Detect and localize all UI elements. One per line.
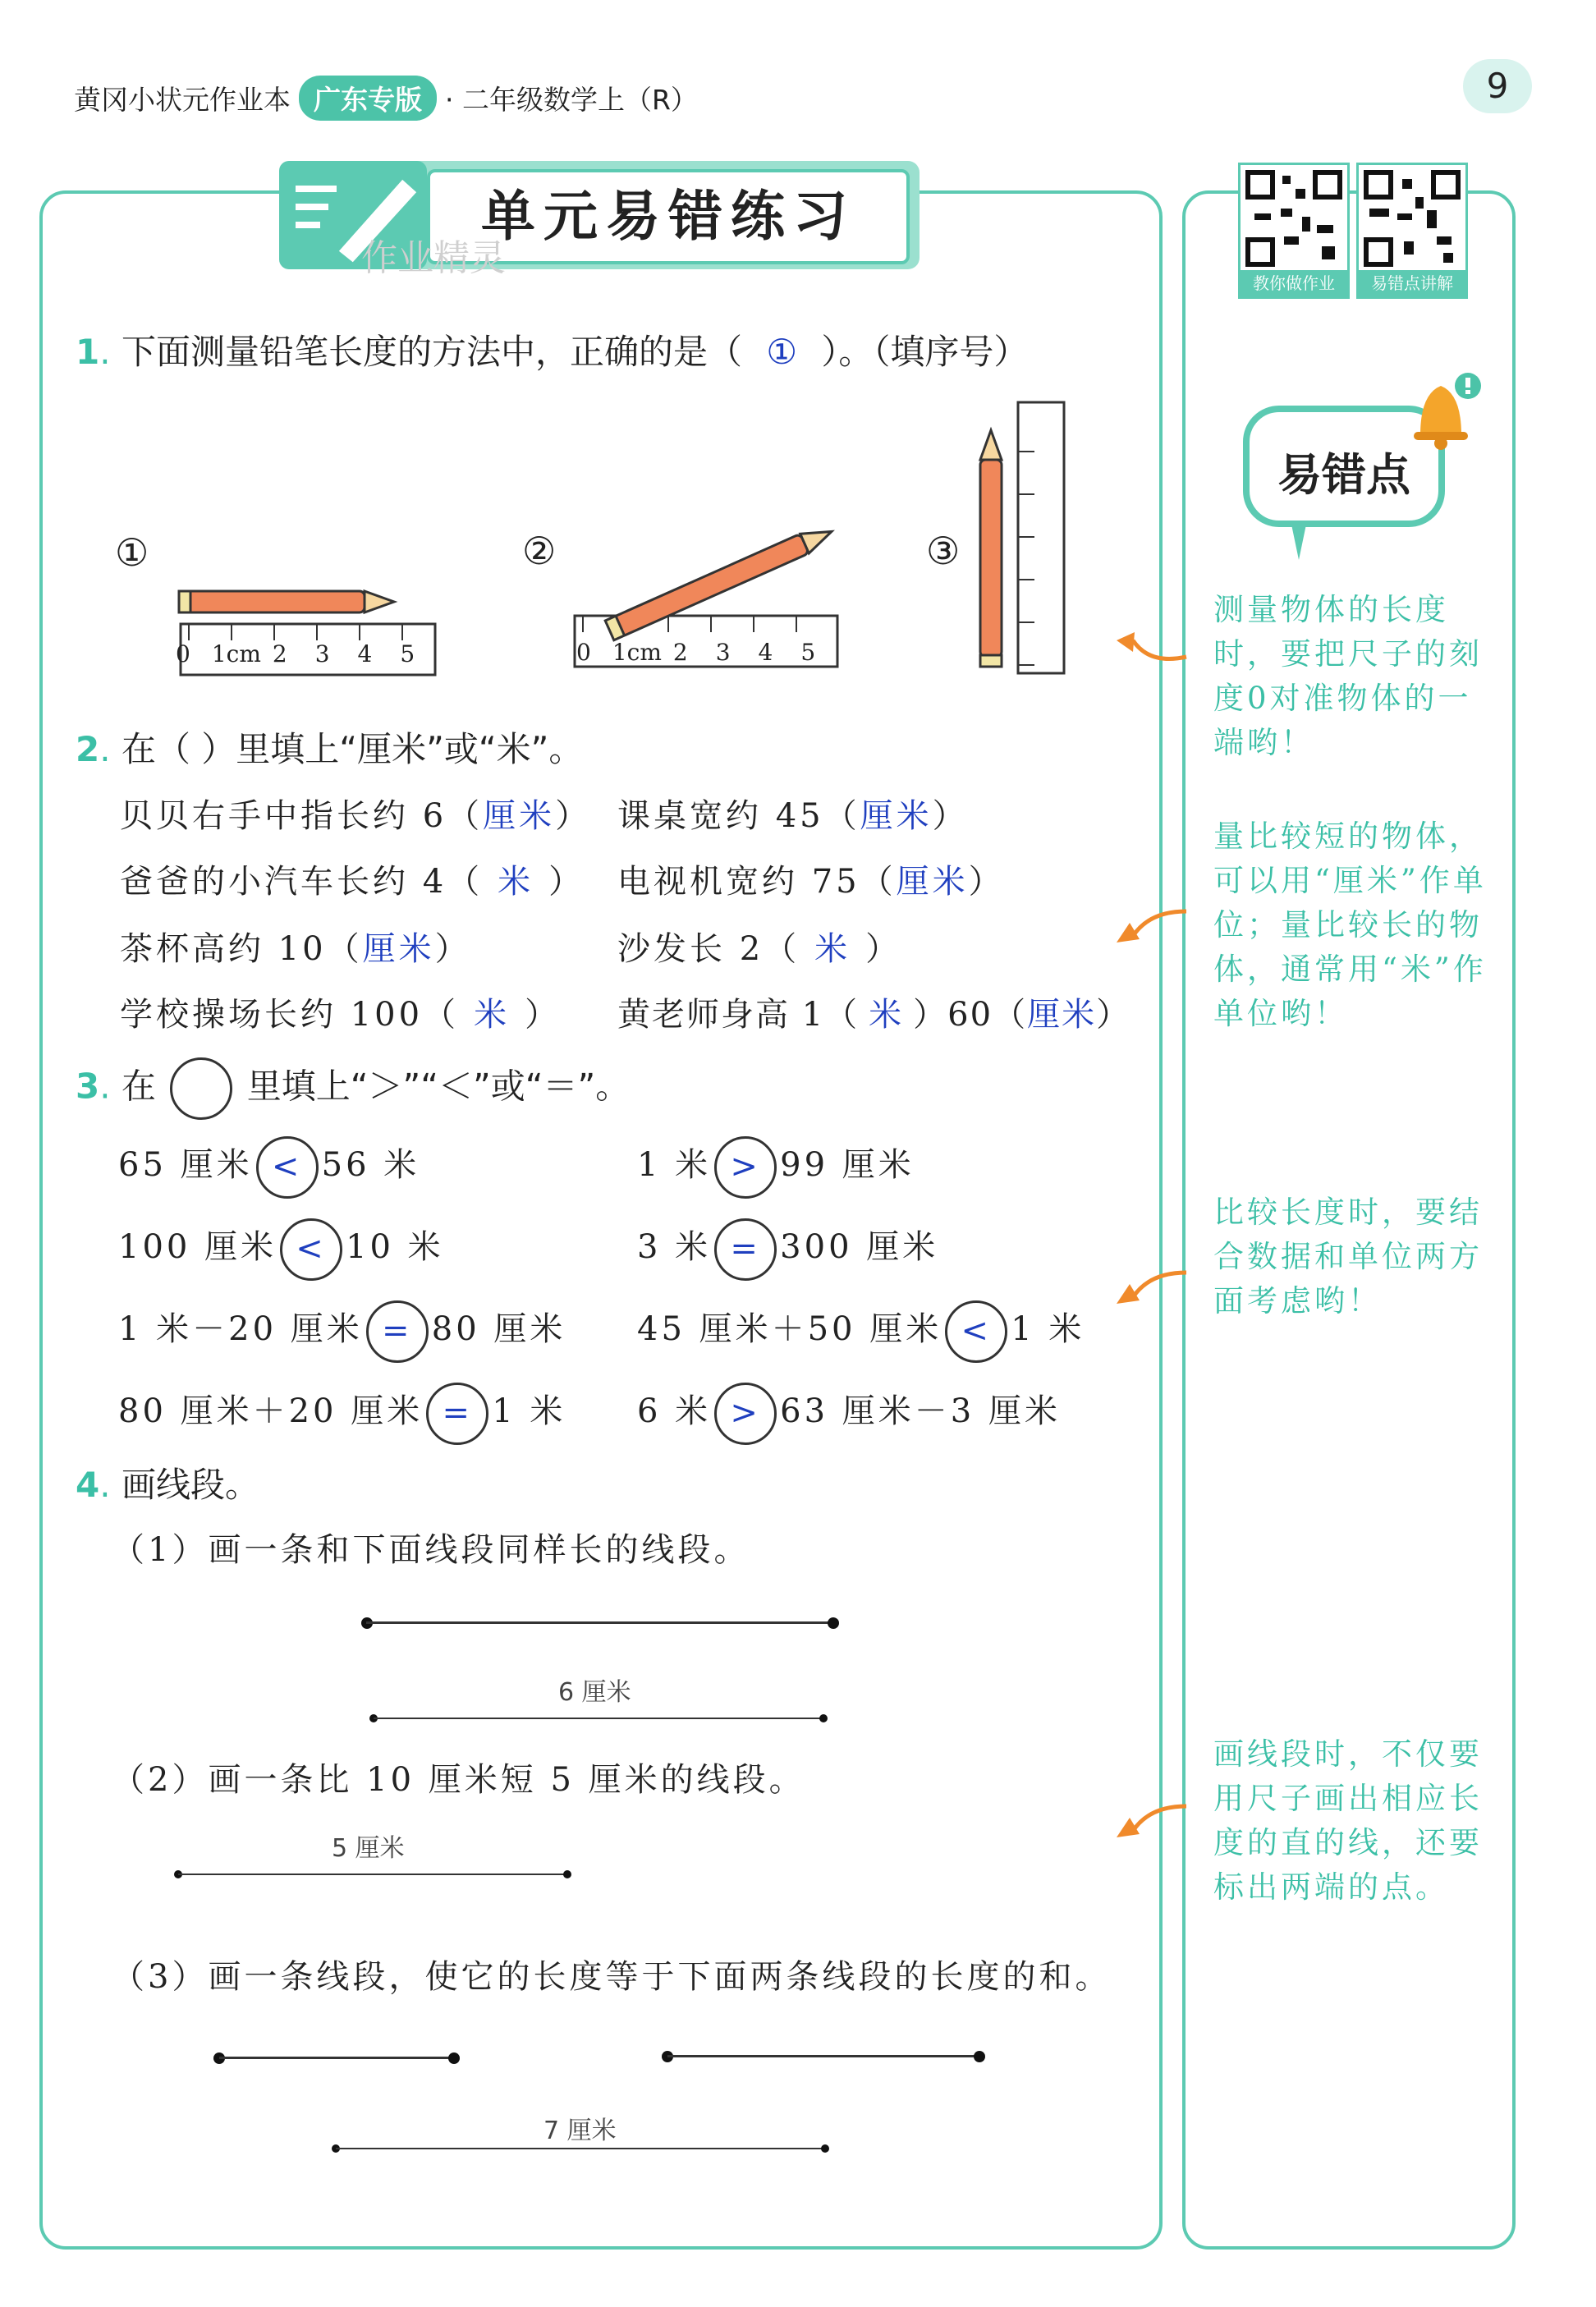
q1-text-after: ）。（填序号） xyxy=(821,332,1029,372)
question-number: 4 xyxy=(76,1465,100,1505)
segment-endpoint xyxy=(563,1870,571,1878)
answer-length-label: 5 厘米 xyxy=(332,1834,405,1863)
segment-endpoint xyxy=(821,2144,829,2153)
arrow-icon xyxy=(1108,624,1190,677)
q1-answer: ① xyxy=(766,332,797,372)
option-label-2: ② xyxy=(522,529,557,573)
tip-units: 量比较短的物体，可以用“厘米”作单位；量比较长的物体，通常用“米”作单位哟！ xyxy=(1213,819,1487,1031)
q3-item: 100 厘米 < 10 米 xyxy=(118,1218,444,1281)
ruler-tick-3: 3 xyxy=(314,640,330,667)
segment-endpoint xyxy=(828,1617,839,1629)
q2-answer: 米 xyxy=(474,996,511,1034)
q2-instruction: 在（ ）里填上“厘米”或“米”。 xyxy=(121,729,584,769)
ruler-labels-1 xyxy=(176,640,415,667)
ruler-tick-2: 2 xyxy=(672,639,688,666)
q2-item: 茶杯高约 10（厘米） xyxy=(120,930,471,968)
edition-badge: 广东专版 xyxy=(299,76,437,121)
q3-instruction-post: 里填上“＞”“＜”或“＝”。 xyxy=(246,1066,631,1107)
q4-part-3: （3）画一条线段，使它的长度等于下面两条线段的长度的和。 xyxy=(112,1958,1112,1996)
tip-draw: 画线段时，不仅要用尺子画出相应长度的直的线，还要标出两端的点。 xyxy=(1213,1736,1483,1905)
arrow-icon xyxy=(1108,1798,1190,1851)
q3-item: 65 厘米 < 56 米 xyxy=(118,1136,420,1199)
ruler-tick-5: 5 xyxy=(800,639,816,666)
ruler-tick-3: 3 xyxy=(715,639,731,666)
bell-icon xyxy=(1396,361,1486,452)
q1-text-before: 下面测量铅笔长度的方法中，正确的是（ xyxy=(121,332,742,372)
answer-segment xyxy=(336,2148,825,2149)
q2-item: 贝贝右手中指长约 6（厘米） xyxy=(120,797,592,835)
q2-answer: 米 xyxy=(814,930,851,968)
qr-label-errors: 易错点讲解 xyxy=(1359,270,1465,296)
ruler-labels-2 xyxy=(576,639,815,666)
compare-sign: > xyxy=(714,1383,777,1445)
answer-length-label: 6 厘米 xyxy=(558,1678,631,1707)
segment-endpoint xyxy=(974,2051,985,2062)
question-1: 1. 下面测量铅笔长度的方法中，正确的是（ ① ）。（填序号） xyxy=(76,332,1029,372)
ruler-tick-2: 2 xyxy=(272,640,287,667)
q2-item: 黄老师身高 1（ 米 ）60（厘米） xyxy=(617,996,1131,1034)
given-segment xyxy=(366,1621,834,1624)
option-label-3: ③ xyxy=(926,529,961,573)
q2-item: 沙发长 2（ 米 ） xyxy=(617,930,902,968)
compare-sign: < xyxy=(256,1136,319,1199)
question-3: 3. 在 里填上“＞”“＜”或“＝”。 xyxy=(76,1057,630,1120)
qr-code-icon xyxy=(1361,167,1463,269)
q3-item: 1 米－20 厘米 = 80 厘米 xyxy=(118,1300,566,1363)
ruler-tick-4: 4 xyxy=(357,640,373,667)
arrow-icon xyxy=(1108,1264,1190,1317)
ruler-tick-5: 5 xyxy=(400,640,415,667)
q4-part-2: （2）画一条比 10 厘米短 5 厘米的线段。 xyxy=(112,1761,805,1799)
compare-sign: < xyxy=(945,1300,1007,1363)
qr-code-homework[interactable] xyxy=(1238,163,1350,299)
watermark: 作业精灵 xyxy=(361,237,506,279)
q3-instruction-pre: 在 xyxy=(121,1066,156,1107)
segment-endpoint xyxy=(819,1714,828,1722)
ruler-tick-0: 0 xyxy=(576,639,591,666)
question-4: 4. 画线段。 xyxy=(76,1465,259,1505)
compare-sign: = xyxy=(714,1218,777,1281)
q2-answer: 米 xyxy=(869,996,904,1034)
ruler-figure-3 xyxy=(969,394,1084,681)
q2-answer: 米 xyxy=(498,863,534,901)
ruler-tick-1: 1cm xyxy=(211,640,261,667)
ruler-tick-0: 0 xyxy=(176,640,190,667)
option-label-1: ① xyxy=(115,530,149,575)
q2-answer: 厘米 xyxy=(483,797,556,835)
q4-title: 画线段。 xyxy=(121,1465,259,1505)
question-2: 2. 在（ ）里填上“厘米”或“米”。 xyxy=(76,729,584,769)
q3-item: 1 米 > 99 厘米 xyxy=(637,1136,915,1199)
q2-item: 电视机宽约 75（厘米） xyxy=(617,863,1005,901)
question-number: 2 xyxy=(76,729,100,769)
q3-item: 80 厘米＋20 厘米 = 1 米 xyxy=(118,1383,566,1445)
answer-segment xyxy=(374,1718,823,1719)
header-bar xyxy=(74,76,698,121)
ruler-tick-1: 1cm xyxy=(612,639,662,666)
qr-code-errors[interactable] xyxy=(1356,163,1468,299)
segment-endpoint xyxy=(448,2052,460,2064)
qr-code-icon xyxy=(1243,167,1345,269)
q2-answer: 厘米 xyxy=(362,930,435,968)
page-number: 9 xyxy=(1463,59,1532,113)
q2-answer: 厘米 xyxy=(896,863,969,901)
q3-item: 45 厘米＋50 厘米 < 1 米 xyxy=(637,1300,1085,1363)
section-title: 单元易错练习 xyxy=(427,169,910,264)
q2-item: 学校操场长约 100（ 米 ） xyxy=(120,996,562,1034)
compare-sign: < xyxy=(280,1218,342,1281)
tip-compare: 比较长度时，要结合数据和单位两方面考虑哟！ xyxy=(1213,1195,1483,1319)
given-segment xyxy=(219,2057,454,2059)
sidebar-heading: 易错点 xyxy=(1277,449,1410,501)
q2-answer: 厘米 xyxy=(860,797,933,835)
given-segment xyxy=(667,2055,979,2057)
arrow-icon xyxy=(1108,903,1190,956)
answer-length-label: 7 厘米 xyxy=(543,2117,617,2145)
tip-measure: 测量物体的长度时，要把尺子的刻度0对准物体的一端哟！ xyxy=(1213,592,1483,760)
q4-part-1: （1）画一条和下面线段同样长的线段。 xyxy=(112,1531,750,1569)
compare-sign: = xyxy=(366,1300,429,1363)
question-number: 3 xyxy=(76,1066,100,1107)
compare-sign: = xyxy=(426,1383,488,1445)
answer-segment xyxy=(178,1874,567,1875)
q3-item: 6 米 > 63 厘米－3 厘米 xyxy=(637,1383,1061,1445)
compare-sign: > xyxy=(714,1136,777,1199)
ruler-tick-4: 4 xyxy=(758,639,773,666)
qr-label-homework: 教你做作业 xyxy=(1241,270,1347,296)
question-number: 1 xyxy=(76,332,100,372)
grade-label: · 二年级数学上（R） xyxy=(445,84,698,116)
book-title: 黄冈小状元作业本 xyxy=(74,84,291,116)
q3-item: 3 米 = 300 厘米 xyxy=(637,1218,938,1281)
q2-answer: 厘米 xyxy=(1027,996,1097,1034)
q2-item: 课桌宽约 45（厘米） xyxy=(617,797,969,835)
blank-circle xyxy=(170,1057,232,1120)
q2-item: 爸爸的小汽车长约 4（ 米 ） xyxy=(120,863,585,901)
